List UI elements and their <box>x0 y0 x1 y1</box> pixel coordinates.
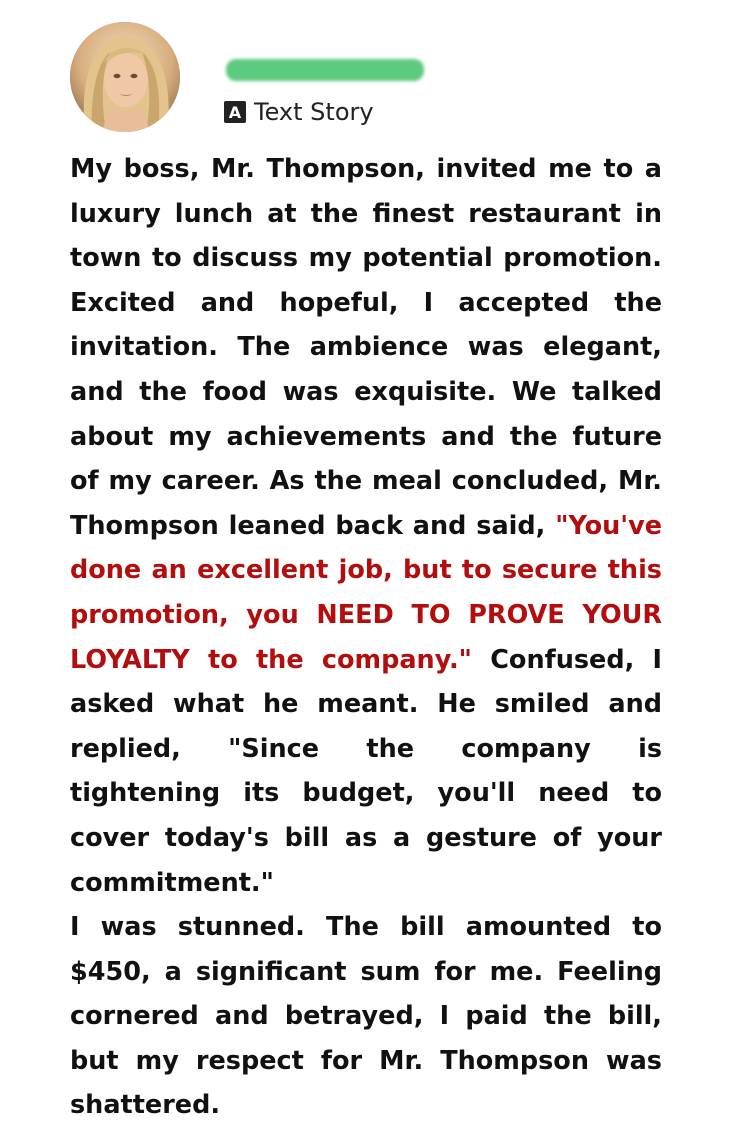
redacted-author-name <box>226 59 424 81</box>
story-type-label: Text Story <box>254 98 374 126</box>
story-text: Confused, I asked what he meant. He smiled and replied, "Since the company is tightening its budget, you'll need to cover today's bill as a gesture of your commitment." <box>70 644 663 898</box>
highlighted-quote: "You've done an excellent job, but to secure this promotion, you NEED TO PROVE YOUR LOYALTY to the company." <box>70 510 662 675</box>
story-paragraph-1 <box>70 147 662 905</box>
story-type-tag <box>224 98 374 126</box>
avatar[interactable] <box>70 22 180 132</box>
story-text: My boss, Mr. Thompson, invited me to a luxury lunch at the finest restaurant in town to discuss my potential promotion. Excited and hopeful, I accepted the invitation. The ambience was elegant, and the food was exquisite. We talked about my achievements and the future of my career. As the meal concluded, Mr. Thompson leaned back and said, <box>70 154 662 541</box>
profile-photo-icon <box>70 22 180 132</box>
story-header <box>0 0 731 150</box>
text-story-icon: A <box>224 101 246 123</box>
story-body <box>70 147 662 1128</box>
story-paragraph-2: I was stunned. The bill amounted to $450, a significant sum for me. Feeling cornered and betrayed, I paid the bill, but my respect for Mr. Thompson was shattered. <box>70 912 662 1121</box>
